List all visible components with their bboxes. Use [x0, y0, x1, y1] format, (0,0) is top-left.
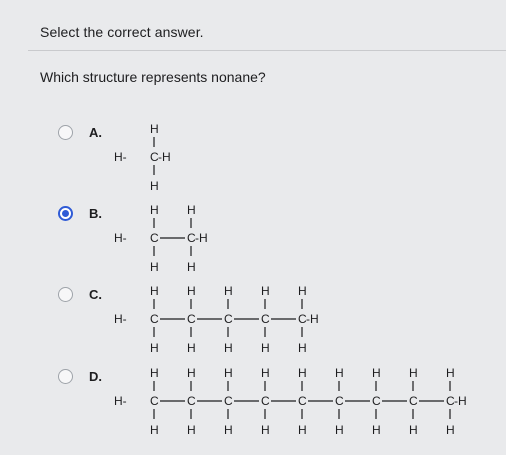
bottom-hydrogen-label: H [187, 260, 196, 274]
top-hydrogen-label: H [150, 284, 159, 298]
bottom-hydrogen-label: H [298, 423, 307, 437]
radio-option-a[interactable] [58, 125, 73, 140]
top-hydrogen-label: H [372, 366, 381, 380]
radio-option-c[interactable] [58, 287, 73, 302]
carbon-label: C [261, 312, 270, 326]
left-hydrogen-label: H- [114, 150, 127, 164]
carbon-label: C [150, 231, 159, 245]
right-hydrogen-label: -H [195, 231, 208, 245]
right-hydrogen-label: -H [158, 150, 171, 164]
option-b-letter: B. [89, 206, 102, 221]
question-text: Which structure represents nonane? [40, 69, 266, 85]
carbon-label: C [335, 394, 344, 408]
option-a-letter: A. [89, 125, 102, 140]
top-hydrogen-label: H [224, 366, 233, 380]
bottom-hydrogen-label: H [298, 341, 307, 355]
carbon-label: C [298, 394, 307, 408]
top-hydrogen-label: H [261, 284, 270, 298]
carbon-label: C [261, 394, 270, 408]
bottom-hydrogen-label: H [335, 423, 344, 437]
left-hydrogen-label: H- [114, 394, 127, 408]
instruction-text: Select the correct answer. [40, 24, 204, 40]
radio-option-d[interactable] [58, 369, 73, 384]
top-hydrogen-label: H [261, 366, 270, 380]
carbon-label: C [409, 394, 418, 408]
bottom-hydrogen-label: H [150, 179, 159, 193]
top-hydrogen-label: H [187, 284, 196, 298]
option-b[interactable] [58, 203, 488, 276]
bottom-hydrogen-label: H [261, 423, 270, 437]
bottom-hydrogen-label: H [409, 423, 418, 437]
option-a-structure [114, 115, 494, 195]
top-hydrogen-label: H [187, 366, 196, 380]
carbon-label: C [150, 312, 159, 326]
top-hydrogen-label: H [446, 366, 455, 380]
carbon-label: C [187, 312, 196, 326]
bottom-hydrogen-label: H [150, 341, 159, 355]
option-d-structure [114, 359, 494, 439]
top-hydrogen-label: H [409, 366, 418, 380]
top-hydrogen-label: H [150, 122, 159, 136]
bottom-hydrogen-label: H [224, 423, 233, 437]
carbon-label: C [298, 312, 307, 326]
carbon-label: C [224, 394, 233, 408]
left-hydrogen-label: H- [114, 231, 127, 245]
option-b-structure [114, 196, 494, 276]
top-hydrogen-label: H [150, 366, 159, 380]
bottom-hydrogen-label: H [372, 423, 381, 437]
right-hydrogen-label: -H [454, 394, 467, 408]
option-c[interactable] [58, 284, 488, 357]
bottom-hydrogen-label: H [224, 341, 233, 355]
top-hydrogen-label: H [298, 284, 307, 298]
divider [28, 50, 506, 51]
top-hydrogen-label: H [224, 284, 233, 298]
top-hydrogen-label: H [187, 203, 196, 217]
option-c-structure [114, 277, 494, 357]
carbon-label: C [446, 394, 455, 408]
bottom-hydrogen-label: H [187, 341, 196, 355]
carbon-label: C [150, 150, 159, 164]
bottom-hydrogen-label: H [150, 423, 159, 437]
bottom-hydrogen-label: H [261, 341, 270, 355]
left-hydrogen-label: H- [114, 312, 127, 326]
bottom-hydrogen-label: H [187, 423, 196, 437]
bottom-hydrogen-label: H [150, 260, 159, 274]
option-d[interactable] [58, 366, 488, 439]
carbon-label: C [187, 231, 196, 245]
option-c-letter: C. [89, 287, 102, 302]
top-hydrogen-label: H [298, 366, 307, 380]
radio-option-b[interactable] [58, 206, 73, 221]
option-d-letter: D. [89, 369, 102, 384]
right-hydrogen-label: -H [306, 312, 319, 326]
carbon-label: C [224, 312, 233, 326]
carbon-label: C [372, 394, 381, 408]
top-hydrogen-label: H [335, 366, 344, 380]
bottom-hydrogen-label: H [446, 423, 455, 437]
carbon-label: C [187, 394, 196, 408]
option-a[interactable] [58, 122, 488, 195]
top-hydrogen-label: H [150, 203, 159, 217]
carbon-label: C [150, 394, 159, 408]
